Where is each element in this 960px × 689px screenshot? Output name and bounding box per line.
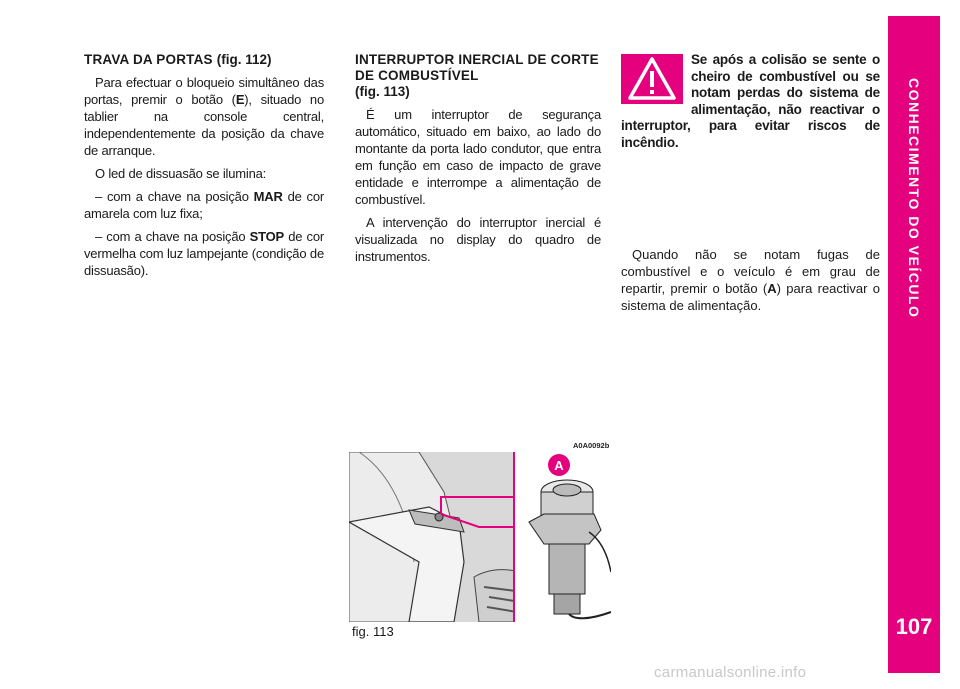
paragraph-interruptor-display: A intervenção do interruptor inercial é visualizada no display do quadro de instrumentos. xyxy=(355,215,601,264)
key-e: E xyxy=(235,92,245,107)
watermark: carmanualsonline.info xyxy=(654,664,807,681)
column-interruptor xyxy=(355,52,601,271)
section-label: CONHECIMENTO DO VEÍCULO xyxy=(906,78,922,319)
warning-triangle-icon xyxy=(621,54,683,104)
fig-ref-112: (fig. 112) xyxy=(216,52,272,67)
column-warning xyxy=(621,52,880,151)
column-trava-portas xyxy=(84,52,324,285)
paragraph-reactivar: Quando não se notam fugas de combustível e o veículo é em grau de repartir, premir o botão (A) para reactivar o sistema de alimentação. xyxy=(621,247,880,313)
warning-text: Se após a colisão se sente o cheiro de combustível ou se notam perdas do sistema de alimentação, não reactivar o interruptor, para evitar riscos de incêndio. xyxy=(621,52,880,150)
figure-illustration xyxy=(349,452,611,622)
paragraph-interruptor-desc: É um interruptor de segurança automático, situado em baixo, ao lado do montante da porta lado condutor, que entra em função em caso de impacto de grave entidade e interrompe a alimentação de combustível. xyxy=(355,107,601,207)
callout-a: A xyxy=(554,458,564,473)
section-title-interruptor: INTERRUPTOR INERCIAL DE CORTE DE COMBUSTÍVEL (fig. 113) xyxy=(355,52,599,99)
warning-box xyxy=(621,52,880,151)
section-title-trava: TRAVA DA PORTAS (fig. 112) xyxy=(84,52,272,67)
paragraph-led: O led de dissuasão se ilumina: xyxy=(95,166,267,181)
key-mar: MAR xyxy=(253,189,283,204)
paragraph-bloqueio: Para efectuar o bloqueio simultâneo das portas, premir o botão (E), situado no tablier na console central, independentemente da posição da chave de arranque. xyxy=(84,75,324,158)
figure-code: A0A0092b xyxy=(573,441,610,450)
figure-caption: fig. 113 xyxy=(352,624,394,639)
fig-ref-113: (fig. 113) xyxy=(355,84,410,99)
paragraph-stop: – com a chave na posição STOP de cor vermelha com luz lampejante (condição de dissuasão). xyxy=(84,229,324,278)
key-stop: STOP xyxy=(249,229,284,244)
figure-113 xyxy=(349,452,611,622)
paragraph-mar: – com a chave na posição MAR de cor amarela com luz fixa; xyxy=(84,189,324,221)
page-number: 107 xyxy=(895,614,933,639)
key-a: A xyxy=(767,281,777,296)
section-sidebar xyxy=(888,16,940,673)
